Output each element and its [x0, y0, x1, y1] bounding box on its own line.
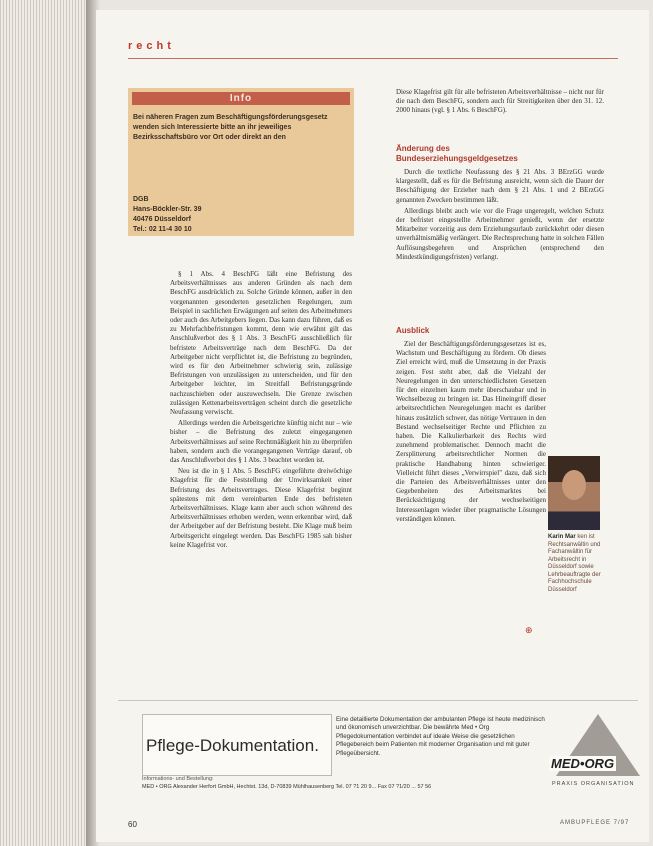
page-stack-edge: [0, 0, 96, 846]
ad-footer: MED • ORG Alexander Herfort GmbH, Hechtst. 13d, D-70839 Mühlhausenberg Tel. 07 ?1 20 9... Fax 07 ?1/20 ... 57 56: [142, 784, 432, 790]
paragraph: Durch die textliche Neufassung des § 21 Abs. 3 BErzGG wurde klargestellt, daß es für die Befristung ausreicht, wenn sich die Dauer der Beschäftigung der Erzieher nach dem § 21 Abs. 1 und 2 BErzGG genannten Zwecken bestimmen läßt.: [396, 168, 604, 204]
ad-title: Pflege-Dokumentation.: [146, 736, 319, 755]
author-caption: [548, 534, 604, 594]
page-number: 60: [128, 820, 137, 829]
section-header: recht: [128, 40, 175, 52]
right-column-erzgg: [396, 168, 604, 264]
left-column: [170, 270, 352, 552]
paragraph: Diese Klagefrist gilt für alle befristeten Arbeitsverhältnisse – nicht nur für die nach dem BeschFG, sondern auch für Streitigkeiten über den 31. 12. 2000 hinaus (vgl. § 1 Abs. 6 BeschFG).: [396, 88, 604, 115]
ad-copy: Eine detaillierte Dokumentation der ambulanten Pflege ist heute medizinisch und ökonomisch unverzichtbar. Die bewährte Med • Org Pflegedokumentation verbindet auf ideale Weise die gesetzlichen Pflegebereich beim Patienten mit moderner Organisation und mit guter Pflegeübersicht.: [336, 716, 545, 757]
author-photo-face: [562, 470, 586, 500]
subheading-line1: Änderung des: [396, 144, 450, 153]
paragraph: § 1 Abs. 4 BeschFG läßt eine Befristung des Arbeitsverhältnisses aus anderen Gründen als nach dem BeschFG ausdrücklich zu. Solche Gründe können, außer in den vorgenannten gesonderten gesetzlichen Regelungen, zum Beispiel in sachlichen Erwägungen auf seiten des Arbeitnehmers oder auch des Arbeitgebers liegen. Das kann dazu führen, daß es zu Mehrfachbefristungen kommt, denn wie erwähnt gilt das Anschlußverbot des § 1 Abs. 3 BeschFG ausschließlich für befristete Arbeitsverträge nach dem BeschFG. Da der Arbeitgeber nicht verpflichtet ist, die Befristung zu begründen, wird es für den Arbeitnehmer schwierig sein, zulässige Befristungen von unzulässigen zu unterscheiden, und für den Arbeitgeber leichter, im Streitfall Befristungsgründe nachzuschieben oder auszuwechseln. Die Grenze zwischen zulässigen Kettenarbeitsverträgen scheint durch die gesetzliche Neufassung verwischt.: [170, 270, 352, 417]
right-column-top: [396, 88, 604, 118]
info-box-label: Info: [132, 92, 350, 105]
author-caption-text: ken ist Rechtsanwältin und Fachanwältin für Arbeitsrecht in Düsseldorf sowie Lehrbeauftragte der Fachhochschule Düsseldorf: [548, 534, 601, 593]
contact-org: DGB: [133, 196, 149, 203]
contact-phone: Tel.: 02 11-4 30 10: [133, 226, 192, 233]
ad-logo-subtitle: PRAXIS ORGANISATION: [552, 781, 635, 787]
paragraph: Neu ist die in § 1 Abs. 5 BeschFG eingeführte dreiwöchige Klagefrist für die Feststellung der Unwirksamkeit einer Befristung des Arbeitsvertrages. Diese Klagefrist beginnt spätestens mit dem vereinbarten Ende des befristeten Arbeitsverhältnisses. Klage kann aber auch schon während des Arbeitsverhältnisses erhoben werden, wenn erkennbar wird, daß der Arbeitgeber auf der Befristung besteht. Die Klage muß beim Arbeitsgericht eingelegt werden. Das BeschFG 1985 sah bisher keine Klagefrist vor.: [170, 467, 352, 549]
ad-divider: [118, 700, 638, 701]
contact-city: 40476 Düsseldorf: [133, 216, 191, 223]
info-box-contact: [133, 195, 351, 235]
author-name: Karin Mar: [548, 534, 576, 540]
contact-street: Hans-Böckler-Str. 39: [133, 206, 202, 213]
ad-label: Informations- und Bestellung:: [142, 776, 214, 782]
paragraph: Allerdings werden die Arbeitsgerichte künftig nicht nur – wie bisher – die Befristung des zuletzt eingegangenen Arbeitsverhältnisses auf seine Rechtmäßigkeit hin zu überprüfen haben, sondern auch die vorangegangenen Verträge darauf, ob das Anschlußverbot des § 1 Abs. 3 beachtet worden ist.: [170, 419, 352, 465]
running-foot: AMBUPFLEGE 7/97: [560, 820, 630, 826]
end-mark-icon: ⊕: [525, 626, 533, 636]
paragraph: Ziel der Beschäftigungsförderungsgesetzes ist es, Wachstum und Beschäftigung zu fördern. Ob dieses Ziel erreicht wird, muß die Umsetzung in der Praxis zeigen. Fest steht aber, daß die Vielzahl der Neuregelungen in den unterschiedlichsten Gesetzen für den einzelnen kaum mehr überschaubar und in Wechselbezug zu bringen ist. Das Hineingriff dieser arbeitsrechtlichen Neuregelungen macht es darüber hinaus zusätzlich schwer, das nötige Vertrauen in den Bestand wechselseitiger Rechte und Pflichten zu haben. Die Kalkulierbarkeit des Rechts wird zunehmend problematischer. Dennoch macht die Zersplitterung arbeitsrechtlicher Normen die praktische Handhabung hinten schwieriger. Vielleicht führt dieses „Verwirrspiel" dazu, daß sich die Parteien des Arbeitsverhältnisses unter den Gegebenheiten des Arbeitsmarktes bei Berücksichtigung der wechselseitigen Interessenlagen wieder über pragmatische Lösungen verständigen können.: [396, 340, 546, 523]
header-rule: [128, 58, 618, 59]
subheading-line2: Bundeserziehungsgeldgesetzes: [396, 154, 518, 163]
subheading-ausblick: Ausblick: [396, 326, 430, 335]
paragraph: Allerdings bleibt auch wie vor die Frage ungeregelt, welchen Schutz der befristet eingestellte Arbeitnehmer genießt, wenn der ersetzte Mitarbeiter vorzeitig aus dem Erziehungsurlaub zurückkehrt oder diesen unverhältnismäßig verlängert. Die Rechtsprechung hatte in solchen Fällen Auflösungsbegehren und Ansprüchen (entsprechend den Mindestkündigungsfristen) verlangt.: [396, 206, 604, 261]
right-column-ausblick: [396, 340, 546, 526]
ad-logo-text: MED•ORG: [551, 756, 615, 771]
info-box-text: Bei näheren Fragen zum Beschäftigungsförderungsgesetz wenden sich Interessierte bitte an ihr jeweiliges Bezirksschaftsbüro vor Ort oder direkt an den: [133, 114, 328, 141]
